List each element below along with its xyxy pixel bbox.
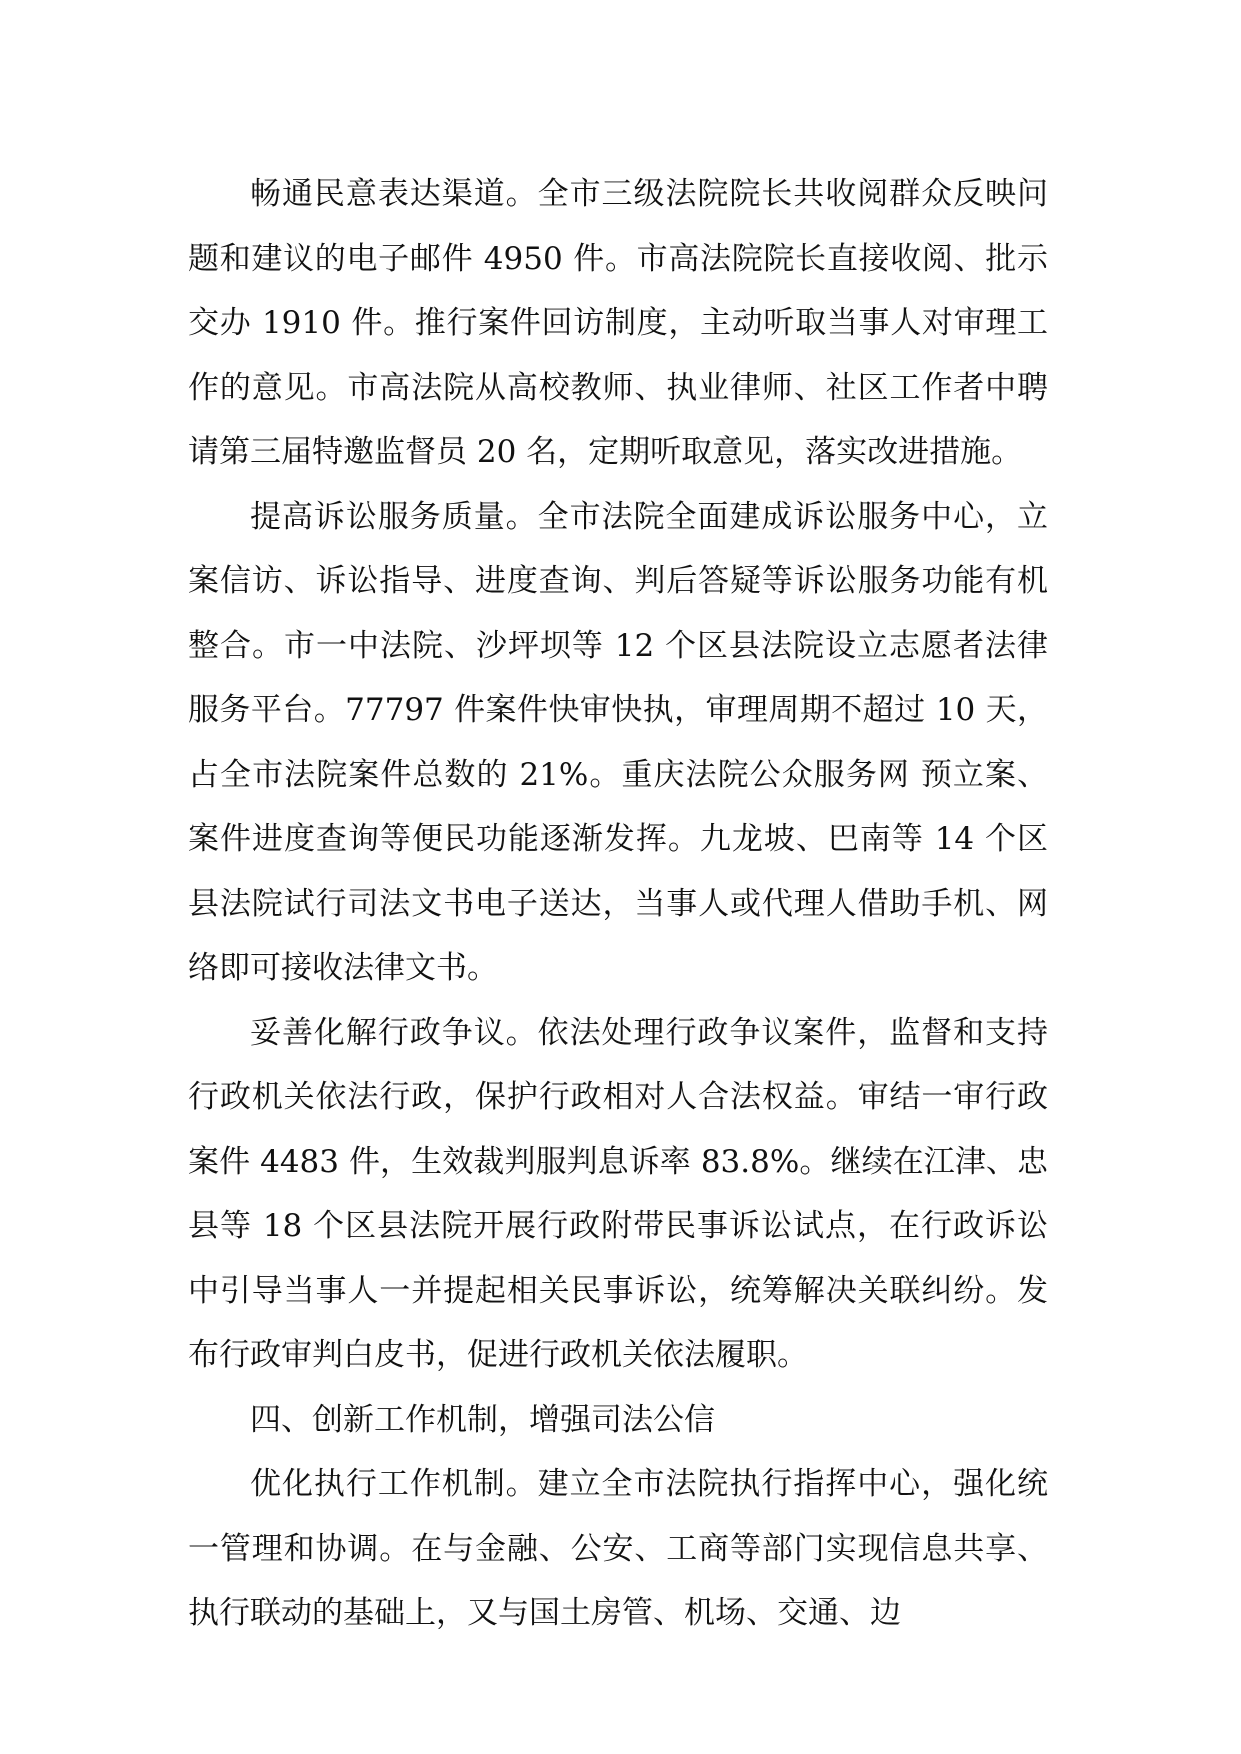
document-body [188, 162, 1048, 1646]
paragraph-public-opinion: 畅通民意表达渠道。全市三级法院院长共收阅群众反映问题和建议的电子邮件 4950 件。市高法院院长直接收阅、批示交办 1910 件。推行案件回访制度，主动听取当事人对审理工作的意见。市高法院从高校教师、执业律师、社区工作者中聘请第三届特邀监督员 20 名，定期听取意见，落实改进措施。 [188, 176, 1048, 470]
paragraph-execution-mechanism: 优化执行工作机制。建立全市法院执行指挥中心，强化统一管理和协调。在与金融、公安、工商等部门实现信息共享、执行联动的基础上，又与国土房管、机场、交通、边 [188, 1466, 1048, 1631]
paragraph-litigation-service: 提高诉讼服务质量。全市法院全面建成诉讼服务中心，立案信访、诉讼指导、进度查询、判后答疑等诉讼服务功能有机整合。市一中法院、沙坪坝等 12 个区县法院设立志愿者法律服务平台。77797 件案件快审快执，审理周期不超过 10 天，占全市法院案件总数的 21%。重庆法院公众服务网 预立案、案件进度查询等便民功能逐渐发挥。九龙坡、巴南等 14 个区县法院试行司法文书电子送达，当事人或代理人借助手机、网络即可接收法律文书。 [188, 498, 1048, 986]
paragraph-administrative-disputes: 妥善化解行政争议。依法处理行政争议案件，监督和支持行政机关依法行政，保护行政相对人合法权益。审结一审行政案件 4483 件，生效裁判服判息诉率 83.8%。继续在江津、忠县等 18 个区县法院开展行政附带民事诉讼试点，在行政诉讼中引导当事人一并提起相关民事诉讼，统筹解决关联纠纷。发布行政审判白皮书，促进行政机关依法履职。 [188, 1014, 1048, 1373]
section-heading: 四、创新工作机制，增强司法公信 [250, 1401, 715, 1438]
